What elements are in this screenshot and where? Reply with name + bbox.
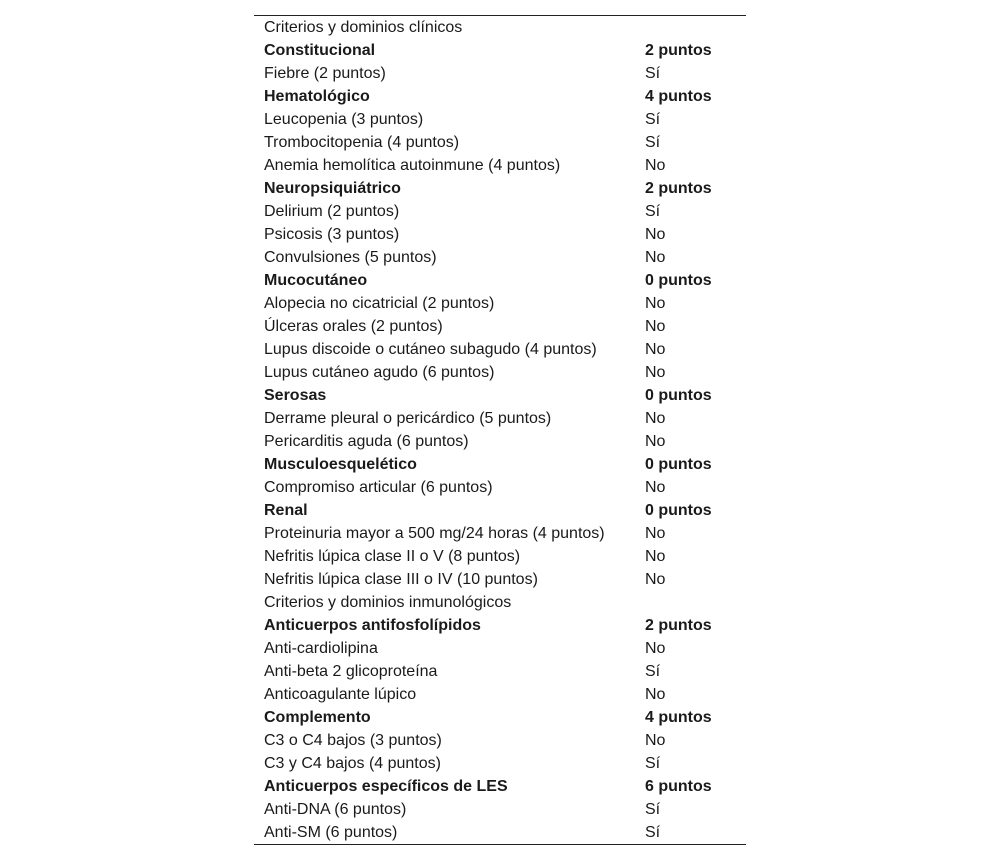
criterion-row (254, 131, 746, 154)
criterion-value: 4 puntos (645, 709, 712, 726)
criterion-row (254, 752, 746, 775)
criterion-label: Anti-SM (6 puntos) (264, 824, 398, 841)
criterion-value: No (645, 249, 666, 266)
criterion-value: 2 puntos (645, 180, 712, 197)
criterion-row (254, 223, 746, 246)
criterion-value: Sí (645, 824, 661, 841)
domain-row (254, 499, 746, 522)
section-header-row (254, 591, 746, 614)
criterion-row (254, 62, 746, 85)
criterion-row (254, 522, 746, 545)
criterion-label: Complemento (264, 709, 371, 726)
criterion-row (254, 476, 746, 499)
criterion-label: Fiebre (2 puntos) (264, 65, 386, 82)
criterion-label: Compromiso articular (6 puntos) (264, 479, 493, 496)
criterion-label: Neuropsiquiátrico (264, 180, 401, 197)
criterion-value: No (645, 433, 666, 450)
criterion-label: Anti-DNA (6 puntos) (264, 801, 407, 818)
criterion-label: Trombocitopenia (4 puntos) (264, 134, 460, 151)
criterion-label: Anticuerpos específicos de LES (264, 778, 508, 795)
domain-row (254, 39, 746, 62)
domain-row (254, 775, 746, 798)
criterion-value (645, 16, 746, 39)
criterion-row (254, 729, 746, 752)
criterion-label: Anti-beta 2 glicoproteína (264, 663, 438, 680)
criterion-row (254, 338, 746, 361)
criterion-row (254, 683, 746, 706)
criteria-table-body (254, 16, 746, 844)
criterion-label: Derrame pleural o pericárdico (5 puntos) (264, 410, 552, 427)
criterion-row (254, 545, 746, 568)
criterion-value: Sí (645, 65, 661, 82)
criteria-table (254, 16, 746, 844)
criterion-value: Sí (645, 134, 661, 151)
criterion-row (254, 821, 746, 844)
criterion-value: 2 puntos (645, 42, 712, 59)
criterion-value: 0 puntos (645, 456, 712, 473)
criterion-row (254, 246, 746, 269)
criterion-value: No (645, 318, 666, 335)
criterion-row (254, 200, 746, 223)
criterion-label: Leucopenia (3 puntos) (264, 111, 424, 128)
criterion-label: C3 y C4 bajos (4 puntos) (264, 755, 441, 772)
domain-row (254, 177, 746, 200)
criterion-row (254, 637, 746, 660)
criterion-row (254, 407, 746, 430)
domain-row (254, 269, 746, 292)
criterion-value: No (645, 295, 666, 312)
criterion-value: No (645, 479, 666, 496)
criterion-label: Lupus cutáneo agudo (6 puntos) (264, 364, 495, 381)
criterion-label: Pericarditis aguda (6 puntos) (264, 433, 469, 450)
criterion-row (254, 568, 746, 591)
criterion-row (254, 361, 746, 384)
criterion-value (645, 591, 746, 614)
criterion-label: Hematológico (264, 88, 370, 105)
criterion-value: No (645, 548, 666, 565)
criterion-row (254, 292, 746, 315)
criterion-label: C3 o C4 bajos (3 puntos) (264, 732, 442, 749)
criterion-label: Anticuerpos antifosfolípidos (264, 617, 481, 634)
criterion-row (254, 798, 746, 821)
criterion-value: No (645, 364, 666, 381)
criteria-table-container (254, 15, 746, 845)
criterion-row (254, 430, 746, 453)
criterion-label: Alopecia no cicatricial (2 puntos) (264, 295, 495, 312)
criterion-value: Sí (645, 801, 661, 818)
criterion-value: No (645, 525, 666, 542)
criterion-value: 0 puntos (645, 502, 712, 519)
criterion-label: Psicosis (3 puntos) (264, 226, 400, 243)
criterion-label: Musculoesquelético (264, 456, 417, 473)
domain-row (254, 85, 746, 108)
criterion-value: No (645, 640, 666, 657)
section-header-row (254, 16, 746, 39)
domain-row (254, 384, 746, 407)
criterion-value: Sí (645, 755, 661, 772)
criterion-value: No (645, 157, 666, 174)
criterion-value: 4 puntos (645, 88, 712, 105)
criterion-value: No (645, 226, 666, 243)
criterion-label: Mucocutáneo (264, 272, 368, 289)
criterion-row (254, 660, 746, 683)
domain-row (254, 706, 746, 729)
criterion-row (254, 315, 746, 338)
criterion-label: Criterios y dominios inmunológicos (264, 594, 512, 611)
criterion-label: Serosas (264, 387, 327, 404)
criterion-label: Convulsiones (5 puntos) (264, 249, 437, 266)
criterion-label: Constitucional (264, 42, 376, 59)
criterion-label: Úlceras orales (2 puntos) (264, 318, 443, 335)
criterion-value: Sí (645, 203, 661, 220)
criterion-value: No (645, 732, 666, 749)
criterion-value: Sí (645, 663, 661, 680)
criterion-label: Nefritis lúpica clase III o IV (10 puntos) (264, 571, 538, 588)
criterion-value: 2 puntos (645, 617, 712, 634)
criterion-row (254, 108, 746, 131)
criterion-value: 6 puntos (645, 778, 712, 795)
criterion-label: Anti-cardiolipina (264, 640, 378, 657)
criterion-value: No (645, 341, 666, 358)
criterion-value: No (645, 571, 666, 588)
criterion-label: Criterios y dominios clínicos (264, 19, 463, 36)
criterion-row (254, 154, 746, 177)
criterion-label: Renal (264, 502, 308, 519)
domain-row (254, 453, 746, 476)
criterion-value: No (645, 410, 666, 427)
criterion-value: 0 puntos (645, 387, 712, 404)
criterion-value: Sí (645, 111, 661, 128)
criterion-value: No (645, 686, 666, 703)
criterion-label: Nefritis lúpica clase II o V (8 puntos) (264, 548, 521, 565)
criterion-value: 0 puntos (645, 272, 712, 289)
domain-row (254, 614, 746, 637)
criterion-label: Lupus discoide o cutáneo subagudo (4 puntos) (264, 341, 597, 358)
criterion-label: Delirium (2 puntos) (264, 203, 400, 220)
criterion-label: Anemia hemolítica autoinmune (4 puntos) (264, 157, 561, 174)
criterion-label: Anticoagulante lúpico (264, 686, 417, 703)
criterion-label: Proteinuria mayor a 500 mg/24 horas (4 puntos) (264, 525, 605, 542)
